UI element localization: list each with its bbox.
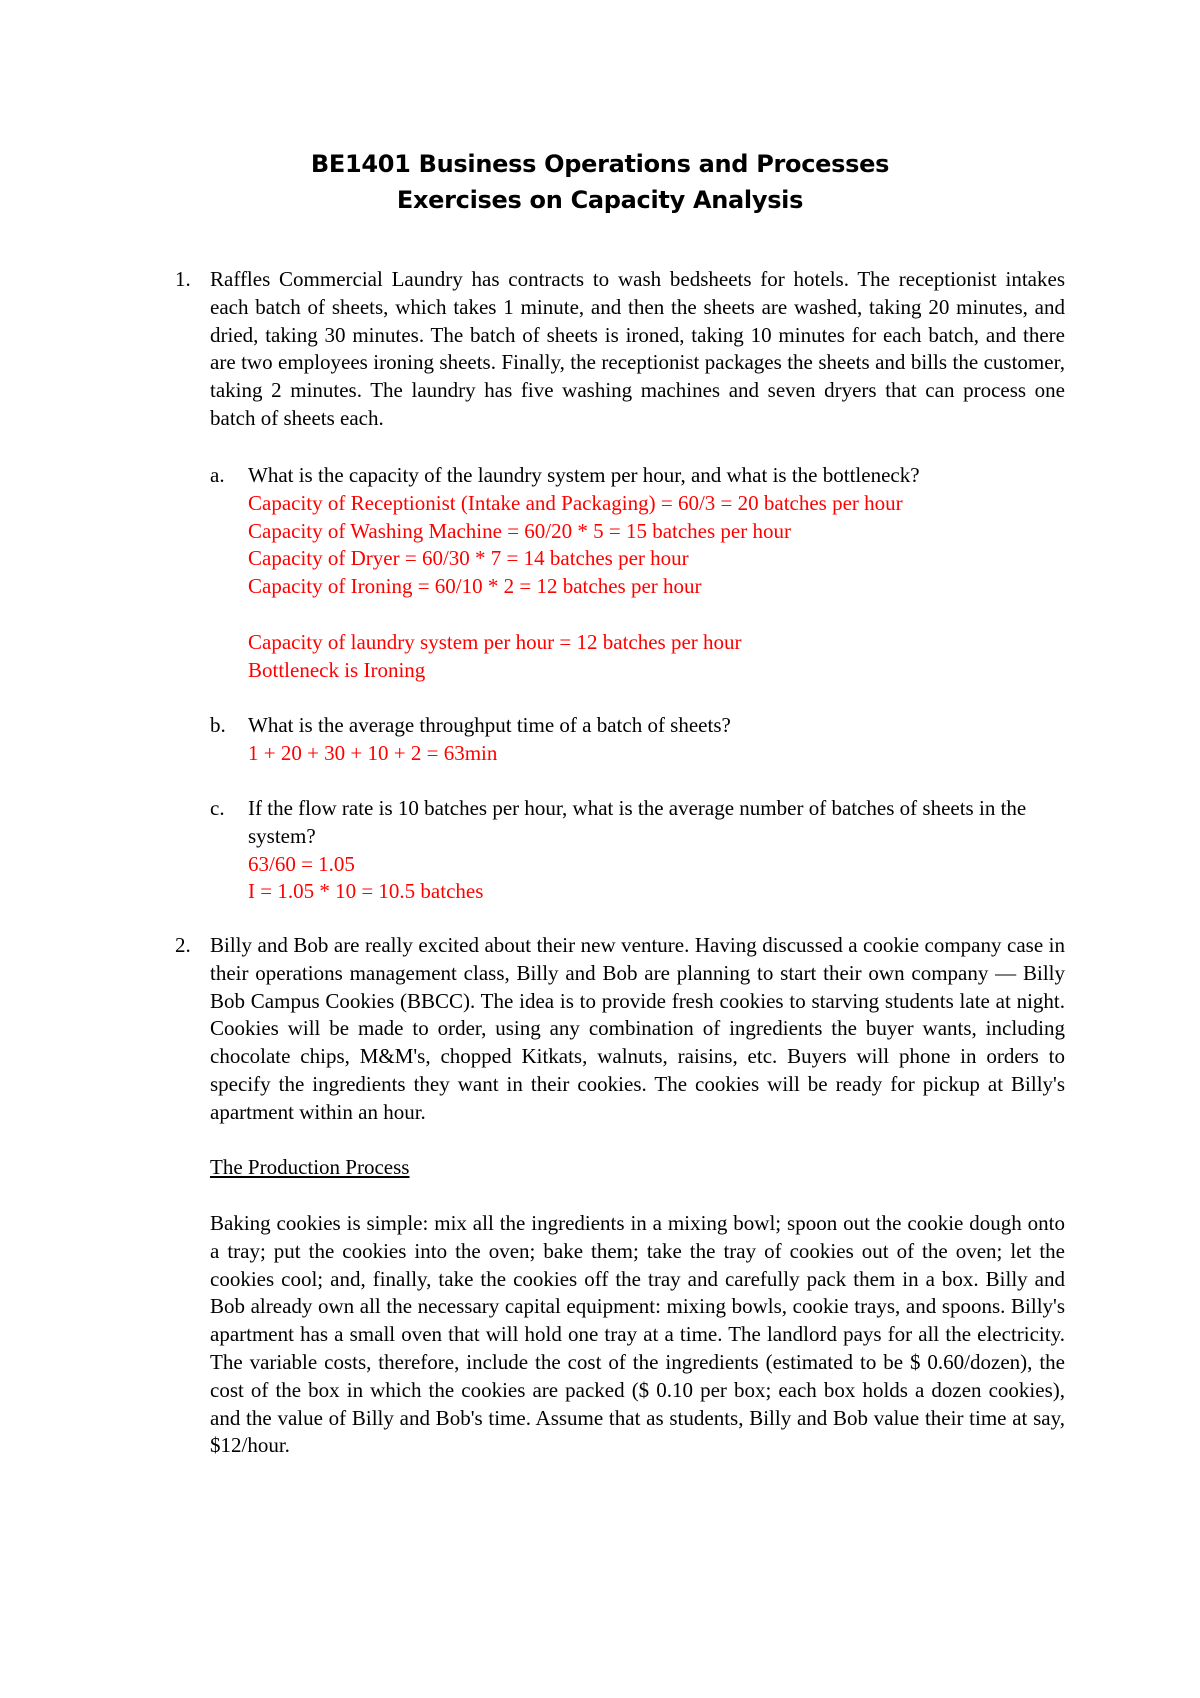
- answer-line: Capacity of Receptionist (Intake and Packaging) = 60/3 = 20 batches per hour: [248, 490, 903, 515]
- question-1: [175, 266, 1065, 433]
- question-text: Raffles Commercial Laundry has contracts to wash bedsheets for hotels. The receptionist intakes each batch of sheets, which takes 1 minute, and then the sheets are washed, taking 20 minutes, and dried, taking 30 minutes. The batch of sheets is ironed, taking 10 minutes for each batch, and there are two employees ironing sheets. Finally, the receptionist packages the sheets and bills the customer, taking 2 minutes. The laundry has five washing machines and seven dryers that can process one batch of sheets each.: [210, 267, 1065, 430]
- document-subtitle: Exercises on Capacity Analysis: [396, 186, 804, 214]
- answer-line: Capacity of Washing Machine = 60/20 * 5 = 15 batches per hour: [248, 518, 791, 543]
- question-1b: [210, 712, 1065, 768]
- answer-line: Capacity of Dryer = 60/30 * 7 = 14 batches per hour: [248, 546, 689, 571]
- sub-question-text: What is the average throughput time of a batch of sheets?: [248, 713, 731, 737]
- document-title: BE1401 Business Operations and Processes: [310, 150, 890, 178]
- section-heading: The Production Process: [210, 1155, 410, 1180]
- sub-question-letter: a.: [210, 463, 225, 487]
- question-1a: [210, 462, 1065, 684]
- answer-line: 63/60 = 1.05: [248, 851, 355, 876]
- question-number: 1.: [175, 267, 191, 291]
- question-2: [175, 932, 1065, 1460]
- question-text: Billy and Bob are really excited about their new venture. Having discussed a cookie company case in their operations management class, Billy and Bob are planning to start their own company — Billy Bob Campus Cookies (BBCC). The idea is to provide fresh cookies to starving students late at night. Cookies will be made to order, using any combination of ingredients the buyer wants, including chocolate chips, M&M's, chopped Kitkats, walnuts, raisins, etc. Buyers will phone in orders to specify the ingredients they want in their cookies. The cookies will be ready for pickup at Billy's apartment within an hour.: [210, 933, 1065, 1124]
- answer-line: 1 + 20 + 30 + 10 + 2 = 63min: [248, 740, 498, 765]
- answer-line: Bottleneck is Ironing: [248, 657, 426, 682]
- answer-line: Capacity of Ironing = 60/10 * 2 = 12 batches per hour: [248, 574, 702, 599]
- sub-question-text: What is the capacity of the laundry system per hour, and what is the bottleneck?: [248, 463, 920, 487]
- section-text: Baking cookies is simple: mix all the ingredients in a mixing bowl; spoon out the cookie dough onto a tray; put the cookies into the oven; bake them; take the tray of cookies out of the oven; let the cookies cool; and, finally, take the cookies off the tray and carefully pack them in a box. Billy and Bob already own all the necessary capital equipment: mixing bowls, cookie trays, and spoons. Billy's apartment has a small oven that will hold one tray at a time. The landlord pays for all the electricity. The variable costs, therefore, include the cost of the ingredients (estimated to be $ 0.60/dozen), the cost of the box in which the cookies are packed ($ 0.10 per box; each box holds a dozen cookies), and the value of Billy and Bob's time. Assume that as students, Billy and Bob value their time at say, $12/hour.: [210, 1210, 1065, 1458]
- sub-question-text: If the flow rate is 10 batches per hour, what is the average number of batches of sheets in the system?: [248, 796, 1027, 848]
- question-number: 2.: [175, 933, 191, 957]
- question-1c: [210, 795, 1065, 906]
- sub-question-letter: b.: [210, 713, 226, 737]
- sub-question-letter: c.: [210, 796, 225, 820]
- answer-line: Capacity of laundry system per hour = 12 batches per hour: [248, 629, 742, 654]
- answer-line: I = 1.05 * 10 = 10.5 batches: [248, 879, 484, 904]
